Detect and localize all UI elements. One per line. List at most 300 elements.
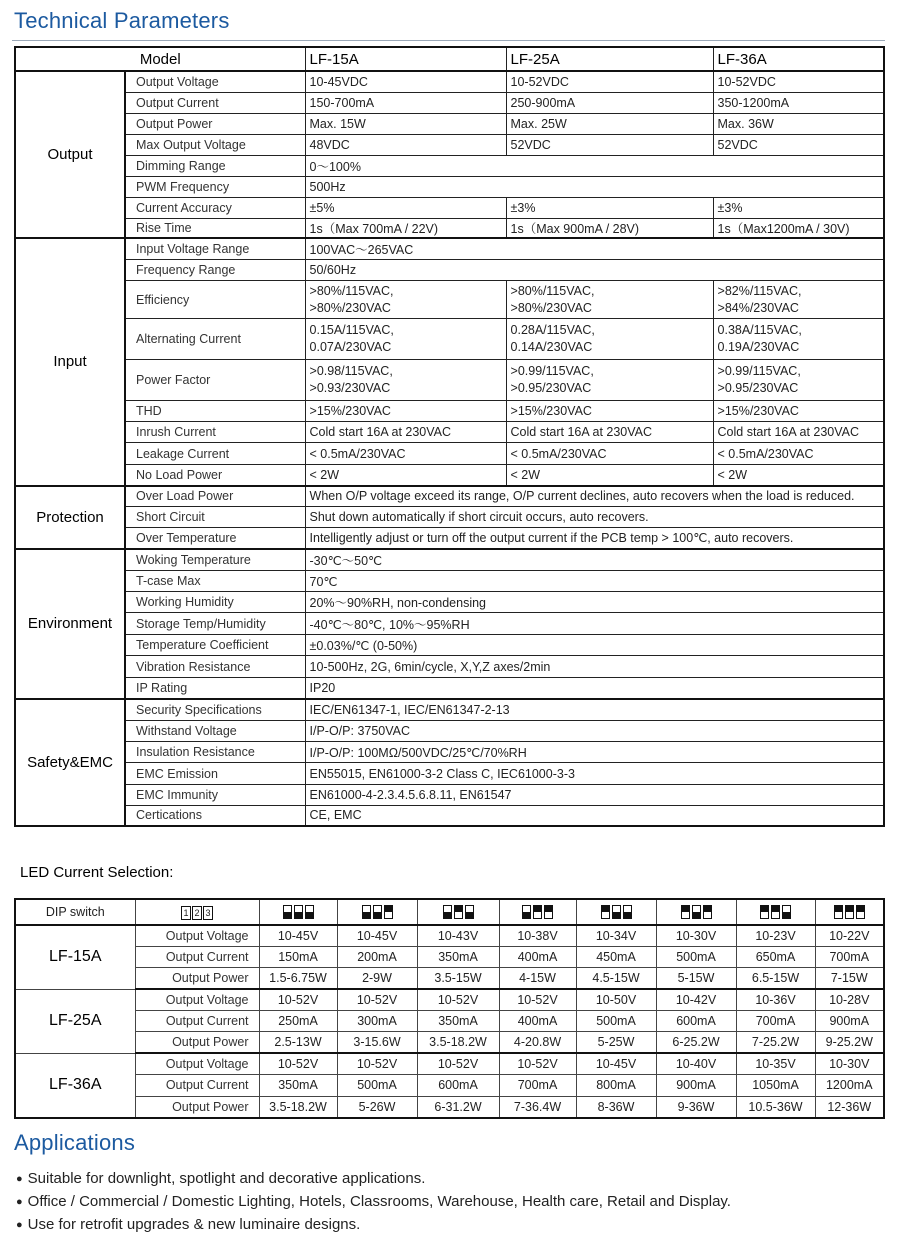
table-row [15,763,884,785]
parameter-value: >15%/230VAC [305,401,506,422]
category-output: Output [15,71,125,238]
technical-parameters-title: Technical Parameters [14,8,230,33]
parameter-value: 1s（Max1200mA / 30V) [713,218,884,238]
parameter-value: ±0.03%/℃ (0-50%) [305,635,884,656]
dip-value: 700mA [815,946,884,967]
parameter-label: Over Load Power [125,486,305,507]
dip-value: 4-20.8W [499,1032,576,1053]
dip-value: 3.5-15W [417,968,499,989]
dip-switch-table [14,898,885,1119]
table-row [15,656,884,678]
parameter-label: Insulation Resistance [125,742,305,763]
application-item: ● Office / Commercial / Domestic Lighting, Hotels, Classrooms, Warehouse, Health care, Retail and Display. [16,1190,731,1213]
dip-value: 2-9W [337,968,417,989]
parameter-label: Inrush Current [125,422,305,443]
value-line: >0.99/115VAC, [510,364,594,378]
table-row [15,678,884,699]
table-row [15,486,884,507]
switch-lever-icon [845,905,854,919]
value-line: 0.14A/230VAC [510,340,593,354]
parameter-value: 52VDC [506,134,713,155]
switch-lever-icon [771,905,780,919]
dip-value: 650mA [736,946,815,967]
table-row [15,134,884,155]
parameter-label: EMC Emission [125,763,305,785]
switch-lever-icon [454,905,463,919]
parameter-value: < 2W [713,465,884,486]
parameter-value [506,319,713,360]
dip-value: 900mA [815,1011,884,1032]
parameter-label: Output Current [125,92,305,113]
dip-value: 10.5-36W [736,1096,815,1117]
dip-value: 10-52V [259,989,337,1010]
dip-value: 700mA [499,1075,576,1096]
table-row [15,699,884,721]
table-row [15,925,884,946]
application-item: ● Use for retrofit upgrades & new luminaire designs. [16,1213,731,1236]
dip-value: 6-31.2W [417,1096,499,1117]
technical-parameters-table [14,46,885,827]
dip-value: 10-40V [656,1053,736,1074]
parameter-value: 52VDC [713,134,884,155]
parameter-label: Alternating Current [125,319,305,360]
switch-lever-icon [522,905,531,919]
switch-number-icon [181,906,213,920]
parameter-value [305,281,506,319]
dip-value: 350mA [417,946,499,967]
parameter-label: Frequency Range [125,260,305,281]
parameter-value: < 0.5mA/230VAC [506,443,713,465]
dip-value: 6.5-15W [736,968,815,989]
table-row [15,71,884,92]
model-name-header: LF-25A [506,47,713,71]
table-row [15,360,884,401]
dip-value: 500mA [576,1011,656,1032]
dip-switch-label: DIP switch [15,899,135,925]
dip-value: 10-38V [499,925,576,946]
dip-value: 4-15W [499,968,576,989]
table-row [15,443,884,465]
dip-value: 10-52V [337,1053,417,1074]
parameter-label: IP Rating [125,678,305,699]
parameter-value: 500Hz [305,176,884,197]
parameter-label: Certications [125,806,305,826]
dip-value: 10-52V [417,1053,499,1074]
parameter-value [305,360,506,401]
dip-value: 700mA [736,1011,815,1032]
parameter-label: Short Circuit [125,507,305,528]
applications-title: Applications [14,1130,136,1155]
dip-value: 10-36V [736,989,815,1010]
parameter-label: Power Factor [125,360,305,401]
dip-value: 250mA [259,1011,337,1032]
switch-lever-icon [384,905,393,919]
dip-value: 1050mA [736,1075,815,1096]
dip-value: 800mA [576,1075,656,1096]
parameter-value: 10-52VDC [713,71,884,92]
dip-value: 10-45V [576,1053,656,1074]
table-row [15,1053,884,1074]
parameter-value: Cold start 16A at 230VAC [713,422,884,443]
parameter-value: IEC/EN61347-1, IEC/EN61347-2-13 [305,699,884,721]
dip-parameter-label: Output Voltage [135,925,259,946]
dip-value: 600mA [417,1075,499,1096]
parameter-value: 150-700mA [305,92,506,113]
dip-value: 350mA [417,1011,499,1032]
dip-value: 4.5-15W [576,968,656,989]
value-line: 0.28A/115VAC, [510,323,595,337]
parameter-label: Output Voltage [125,71,305,92]
category-safety: Safety&EMC [15,699,125,826]
dip-parameter-label: Output Current [135,946,259,967]
table-row [15,197,884,218]
dip-value: 150mA [259,946,337,967]
parameter-value: 350-1200mA [713,92,884,113]
dip-value: 5-15W [656,968,736,989]
dip-switch-icon [362,905,393,919]
table-row [15,592,884,613]
switch-number: 2 [192,906,202,920]
dip-value: 3-15.6W [337,1032,417,1053]
parameter-value: < 2W [305,465,506,486]
switch-lever-icon [601,905,610,919]
switch-lever-icon [703,905,712,919]
parameter-label: Woking Temperature [125,549,305,571]
table-row [15,1075,884,1096]
parameter-value: 0～100% [305,155,884,176]
dip-value: 500mA [337,1075,417,1096]
dip-value: 8-36W [576,1096,656,1117]
value-line: >80%/230VAC [510,300,592,315]
switch-lever-icon [362,905,371,919]
parameter-value: Max. 25W [506,113,713,134]
led-current-selection-title: LED Current Selection: [20,864,174,881]
switch-lever-icon [692,905,701,919]
parameter-value: -30℃～50℃ [305,549,884,571]
parameter-value: 50/60Hz [305,260,884,281]
table-row [15,92,884,113]
dip-value: 7-25.2W [736,1032,815,1053]
category-protection: Protection [15,486,125,549]
dip-value: 600mA [656,1011,736,1032]
dip-value: 2.5-13W [259,1032,337,1053]
parameter-label: Output Power [125,113,305,134]
dip-model-name: LF-25A [15,989,135,1053]
switch-lever-icon [681,905,690,919]
table-row [15,218,884,238]
switch-lever-icon [612,905,621,919]
dip-value: 1.5-6.75W [259,968,337,989]
switch-lever-icon [533,905,542,919]
dip-switch-icon [443,905,474,919]
parameter-label: Temperature Coefficient [125,635,305,656]
table-row [15,635,884,656]
table-row [15,571,884,592]
dip-model-name: LF-15A [15,925,135,989]
parameter-value: IP20 [305,678,884,699]
value-line: >80%/230VAC [309,300,391,315]
dip-parameter-label: Output Voltage [135,1053,259,1074]
category-input: Input [15,238,125,486]
dip-switch-icon [681,905,712,919]
dip-value: 10-52V [417,989,499,1010]
table-row [15,155,884,176]
dip-switch-icon [283,905,314,919]
dip-value: 350mA [259,1075,337,1096]
title-rule [12,40,885,41]
switch-number-legend [135,899,259,925]
table-row [15,721,884,742]
table-row [15,465,884,486]
value-line: >82%/115VAC, [717,283,802,298]
dip-setting-header [736,899,815,925]
dip-value: 12-36W [815,1096,884,1117]
dip-value: 10-30V [815,1053,884,1074]
parameter-value: 48VDC [305,134,506,155]
parameter-value: 10-45VDC [305,71,506,92]
dip-value: 9-36W [656,1096,736,1117]
table-row [15,989,884,1010]
table-row [15,113,884,134]
dip-value: 10-45V [337,925,417,946]
dip-value: 5-26W [337,1096,417,1117]
value-line: >84%/230VAC [717,300,799,315]
parameter-label: Withstand Voltage [125,721,305,742]
parameter-label: Current Accuracy [125,197,305,218]
dip-header-row [15,899,884,925]
parameter-label: T-case Max [125,571,305,592]
table-row [15,806,884,826]
parameter-value: 10-52VDC [506,71,713,92]
dip-value: 400mA [499,1011,576,1032]
switch-lever-icon [305,905,314,919]
table-row [15,968,884,989]
value-line: >0.95/230VAC [510,381,592,395]
dip-value: 10-30V [656,925,736,946]
dip-value: 10-50V [576,989,656,1010]
value-line: >80%/115VAC, [510,283,595,298]
table-row [15,319,884,360]
switch-lever-icon [760,905,769,919]
dip-value: 3.5-18.2W [417,1032,499,1053]
parameter-value: Cold start 16A at 230VAC [305,422,506,443]
table-row [15,742,884,763]
value-line: >80%/115VAC, [309,283,394,298]
switch-lever-icon [834,905,843,919]
parameter-value: Max. 36W [713,113,884,134]
parameter-value: Cold start 16A at 230VAC [506,422,713,443]
dip-value: 5-25W [576,1032,656,1053]
switch-lever-icon [443,905,452,919]
table-row [15,401,884,422]
parameter-label: Working Humidity [125,592,305,613]
parameter-value [713,319,884,360]
dip-setting-header [337,899,417,925]
parameter-value: 10-500Hz, 2G, 6min/cycle, X,Y,Z axes/2min [305,656,884,678]
parameter-value [305,319,506,360]
parameter-value: 1s（Max 700mA / 22V) [305,218,506,238]
dip-parameter-label: Output Power [135,968,259,989]
dip-value: 200mA [337,946,417,967]
parameter-label: Rise Time [125,218,305,238]
parameter-value: < 0.5mA/230VAC [305,443,506,465]
parameter-label: PWM Frequency [125,176,305,197]
dip-setting-header [576,899,656,925]
switch-lever-icon [283,905,292,919]
parameter-value: Intelligently adjust or turn off the output current if the PCB temp > 100℃, auto recovers. [305,528,884,549]
table-row [15,1011,884,1032]
parameter-value: < 0.5mA/230VAC [713,443,884,465]
table-row [15,422,884,443]
dip-value: 7-15W [815,968,884,989]
dip-switch-icon [522,905,553,919]
dip-value: 500mA [656,946,736,967]
parameter-value: 1s（Max 900mA / 28V) [506,218,713,238]
parameter-label: Input Voltage Range [125,238,305,260]
model-name-header: LF-36A [713,47,884,71]
dip-value: 10-43V [417,925,499,946]
table-row [15,1032,884,1053]
dip-value: 10-42V [656,989,736,1010]
dip-parameter-label: Output Voltage [135,989,259,1010]
parameter-label: THD [125,401,305,422]
parameter-value: EN61000-4-2.3.4.5.6.8.11, EN61547 [305,785,884,806]
dip-value: 10-23V [736,925,815,946]
parameter-value: CE, EMC [305,806,884,826]
table-row [15,528,884,549]
table-row [15,281,884,319]
dip-parameter-label: Output Power [135,1032,259,1053]
switch-number: 1 [181,906,191,920]
parameter-value: 20%～90%RH, non-condensing [305,592,884,613]
parameter-label: Leakage Current [125,443,305,465]
parameter-label: EMC Immunity [125,785,305,806]
table-row [15,507,884,528]
dip-setting-header [499,899,576,925]
table-header-row [15,47,884,71]
dip-value: 900mA [656,1075,736,1096]
value-line: >0.99/115VAC, [717,364,801,378]
value-line: >0.93/230VAC [309,381,391,395]
dip-setting-header [259,899,337,925]
switch-lever-icon [465,905,474,919]
value-line: >0.95/230VAC [717,381,799,395]
value-line: 0.15A/115VAC, [309,323,394,337]
dip-setting-header [656,899,736,925]
switch-number: 3 [203,906,213,920]
table-row [15,260,884,281]
dip-setting-header [815,899,884,925]
parameter-value: ±3% [713,197,884,218]
switch-lever-icon [623,905,632,919]
parameter-label: Storage Temp/Humidity [125,613,305,635]
dip-value: 6-25.2W [656,1032,736,1053]
value-line: 0.07A/230VAC [309,340,392,354]
dip-setting-header [417,899,499,925]
table-row [15,613,884,635]
dip-value: 400mA [499,946,576,967]
switch-lever-icon [782,905,791,919]
dip-value: 10-52V [499,989,576,1010]
parameter-label: Security Specifications [125,699,305,721]
value-line: >0.98/115VAC, [309,364,393,378]
parameter-value: 100VAC～265VAC [305,238,884,260]
parameter-value: EN55015, EN61000-3-2 Class C, IEC61000-3-3 [305,763,884,785]
dip-value: 10-34V [576,925,656,946]
applications-list [16,1167,731,1236]
parameter-value [713,360,884,401]
parameter-value: ±3% [506,197,713,218]
table-row [15,946,884,967]
parameter-value: Max. 15W [305,113,506,134]
dip-value: 10-52V [337,989,417,1010]
switch-lever-icon [856,905,865,919]
parameter-value: 250-900mA [506,92,713,113]
parameter-value [506,360,713,401]
switch-lever-icon [544,905,553,919]
value-line: 0.19A/230VAC [717,340,800,354]
parameter-value: When O/P voltage exceed its range, O/P current declines, auto recovers when the load is reduced. [305,486,884,507]
dip-parameter-label: Output Power [135,1096,259,1117]
dip-value: 10-28V [815,989,884,1010]
dip-value: 450mA [576,946,656,967]
dip-switch-icon [601,905,632,919]
parameter-value: -40℃～80℃, 10%～95%RH [305,613,884,635]
value-line: 0.38A/115VAC, [717,323,802,337]
parameter-label: Efficiency [125,281,305,319]
table-row [15,176,884,197]
dip-value: 10-52V [259,1053,337,1074]
dip-value: 10-22V [815,925,884,946]
parameter-value: >15%/230VAC [506,401,713,422]
dip-parameter-label: Output Current [135,1075,259,1096]
parameter-value: Shut down automatically if short circuit occurs, auto recovers. [305,507,884,528]
parameter-label: Over Temperature [125,528,305,549]
table-row [15,1096,884,1117]
switch-lever-icon [294,905,303,919]
parameter-value [713,281,884,319]
dip-value: 10-35V [736,1053,815,1074]
table-row [15,238,884,260]
switch-lever-icon [373,905,382,919]
table-row [15,785,884,806]
dip-value: 10-45V [259,925,337,946]
model-name-header: LF-15A [305,47,506,71]
parameter-label: Dimming Range [125,155,305,176]
parameter-label: Max Output Voltage [125,134,305,155]
dip-value: 1200mA [815,1075,884,1096]
parameter-label: No Load Power [125,465,305,486]
dip-value: 300mA [337,1011,417,1032]
parameter-label: Vibration Resistance [125,656,305,678]
parameter-value [506,281,713,319]
parameter-value: ±5% [305,197,506,218]
dip-value: 10-52V [499,1053,576,1074]
dip-value: 9-25.2W [815,1032,884,1053]
category-environment: Environment [15,549,125,699]
dip-value: 7-36.4W [499,1096,576,1117]
parameter-value: 70℃ [305,571,884,592]
dip-switch-icon [760,905,791,919]
parameter-value: I/P-O/P: 100MΩ/500VDC/25℃/70%RH [305,742,884,763]
dip-value: 3.5-18.2W [259,1096,337,1117]
dip-model-name: LF-36A [15,1053,135,1117]
parameter-value: >15%/230VAC [713,401,884,422]
dip-switch-icon [834,905,865,919]
parameter-value: I/P-O/P: 3750VAC [305,721,884,742]
model-header: Model [15,47,305,71]
table-row [15,549,884,571]
